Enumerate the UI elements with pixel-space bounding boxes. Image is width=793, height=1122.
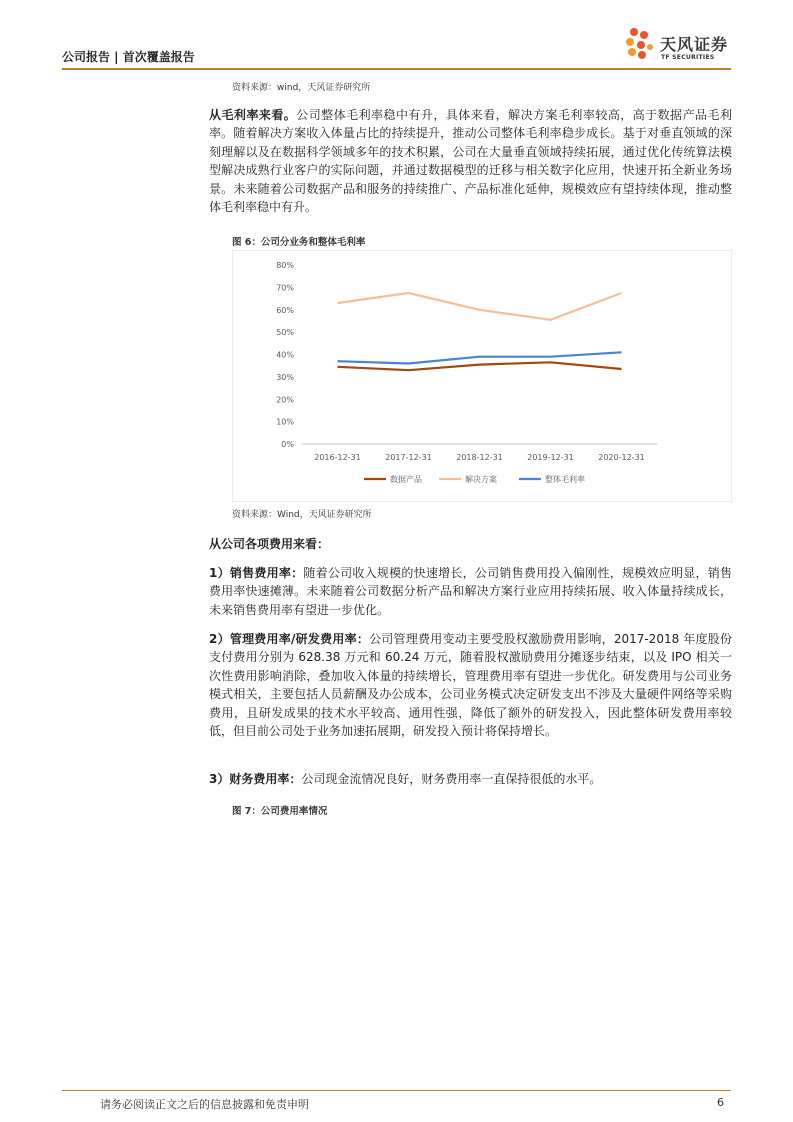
x-tick-label: 2016-12-31: [314, 453, 361, 462]
gross-margin-lead: 从毛利率来看。: [209, 108, 297, 122]
x-axis: [302, 444, 657, 462]
y-tick-label: 70%: [276, 283, 294, 293]
y-tick-label: 50%: [276, 328, 294, 338]
footer-disclaimer: 请务必阅读正文之后的信息披露和免责申明: [100, 1098, 309, 1111]
chart-frame: [232, 250, 732, 502]
legend-label: 整体毛利率: [545, 475, 585, 484]
footer-divider: [62, 1090, 731, 1091]
figure5-source: 资料来源：wind，天风证券研究所: [232, 83, 371, 93]
header-divider: [62, 68, 731, 70]
x-tick-label: 2017-12-31: [385, 453, 432, 462]
logo-text-cn: 天风证券: [660, 35, 729, 54]
logo-mark-icon: [620, 22, 660, 68]
page-number: 6: [717, 1096, 724, 1109]
series-line-解决方案: [338, 293, 622, 320]
figure6-title: 图 6：公司分业务和整体毛利率: [232, 237, 366, 248]
expense-heading: 从公司各项费用来看：: [209, 537, 330, 551]
sales-expense-lead: 1）销售费用率：: [209, 566, 304, 580]
admin-rd-expense-paragraph: [209, 630, 732, 740]
x-tick-label: 2019-12-31: [527, 453, 574, 462]
y-tick-label: 10%: [276, 417, 294, 427]
legend-label: 数据产品: [390, 475, 422, 484]
gross-margin-paragraph: [209, 106, 732, 216]
x-tick-label: 2018-12-31: [456, 453, 503, 462]
y-tick-label: 60%: [276, 305, 294, 315]
sales-expense-paragraph: [209, 564, 732, 619]
logo-text-en: TF SECURITIES: [661, 54, 715, 61]
series-lines: [338, 293, 622, 370]
y-tick-label: 80%: [276, 261, 294, 270]
figure7-title: 图 7：公司费用率情况: [232, 806, 328, 817]
y-tick-label: 40%: [276, 350, 294, 360]
y-tick-label: 30%: [276, 372, 294, 382]
y-tick-label: 20%: [276, 395, 294, 405]
x-tick-label: 2020-12-31: [598, 453, 645, 462]
legend-label: 解决方案: [465, 475, 497, 484]
chart-legend: [364, 474, 585, 484]
finance-expense-lead: 3）财务费用率：: [209, 772, 302, 786]
admin-rd-expense-body: 公司管理费用变动主要受股权激励费用影响，2017-2018 年度股份支付费用分别为 628.38 万元和 60.24 万元，随着股权激励费用分摊逐步结束，以及 IPO 相关一次性费用影响消除，叠加收入体量的持续增长，管理费用率有望进一步优化。研发费用与公司业务模式相关，主要包括人员薪酬及办公成本，公司业务模式决定研发支出不涉及大量硬件网络等采购费用，且研发成果的技术水平较高、通用性强，降低了额外的研发投入，因此整体研发费用率较低，但目前公司处于业务加速拓展期，研发投入预计将保持增长。: [209, 632, 732, 739]
finance-expense-body: 公司现金流情况良好，财务费用率一直保持很低的水平。: [301, 772, 602, 786]
report-type-label: 公司报告 | 首次覆盖报告: [62, 50, 195, 64]
gross-margin-body: 公司整体毛利率稳中有升，具体来看，解决方案毛利率较高，高于数据产品毛利率。随着解决方案收入体量占比的持续提升，推动公司整体毛利率稳步成长。基于对垂直领域的深刻理解以及在数据科学领域多年的技术积累，公司在大量垂直领域持续拓展，通过优化传统算法模型解决成熟行业客户的实际问题，并通过数据模型的迁移与相关数字化应用，快速开拓全新业务场景。未来随着公司数据产品和服务的持续推广、产品标准化延伸，规模效应有望持续体现，推动整体毛利率稳中有升。: [209, 108, 732, 215]
figure6-source: 资料来源：Wind，天风证券研究所: [232, 510, 372, 520]
series-line-整体毛利率: [338, 352, 622, 363]
finance-expense-paragraph: [209, 770, 732, 788]
company-logo: [620, 22, 735, 68]
y-tick-label: 0%: [281, 440, 294, 449]
sales-expense-body: 随着公司收入规模的快速增长，公司销售费用投入偏刚性，规模效应明显，销售费用率快速摊薄。未来随着公司数据分析产品和解决方案行业应用持续拓展、收入体量持续成长，未来销售费用率有望进一步优化。: [209, 566, 732, 617]
admin-rd-expense-lead: 2）管理费用率/研发费用率：: [209, 632, 370, 646]
gross-margin-chart: [232, 250, 732, 502]
y-axis: [276, 261, 294, 449]
